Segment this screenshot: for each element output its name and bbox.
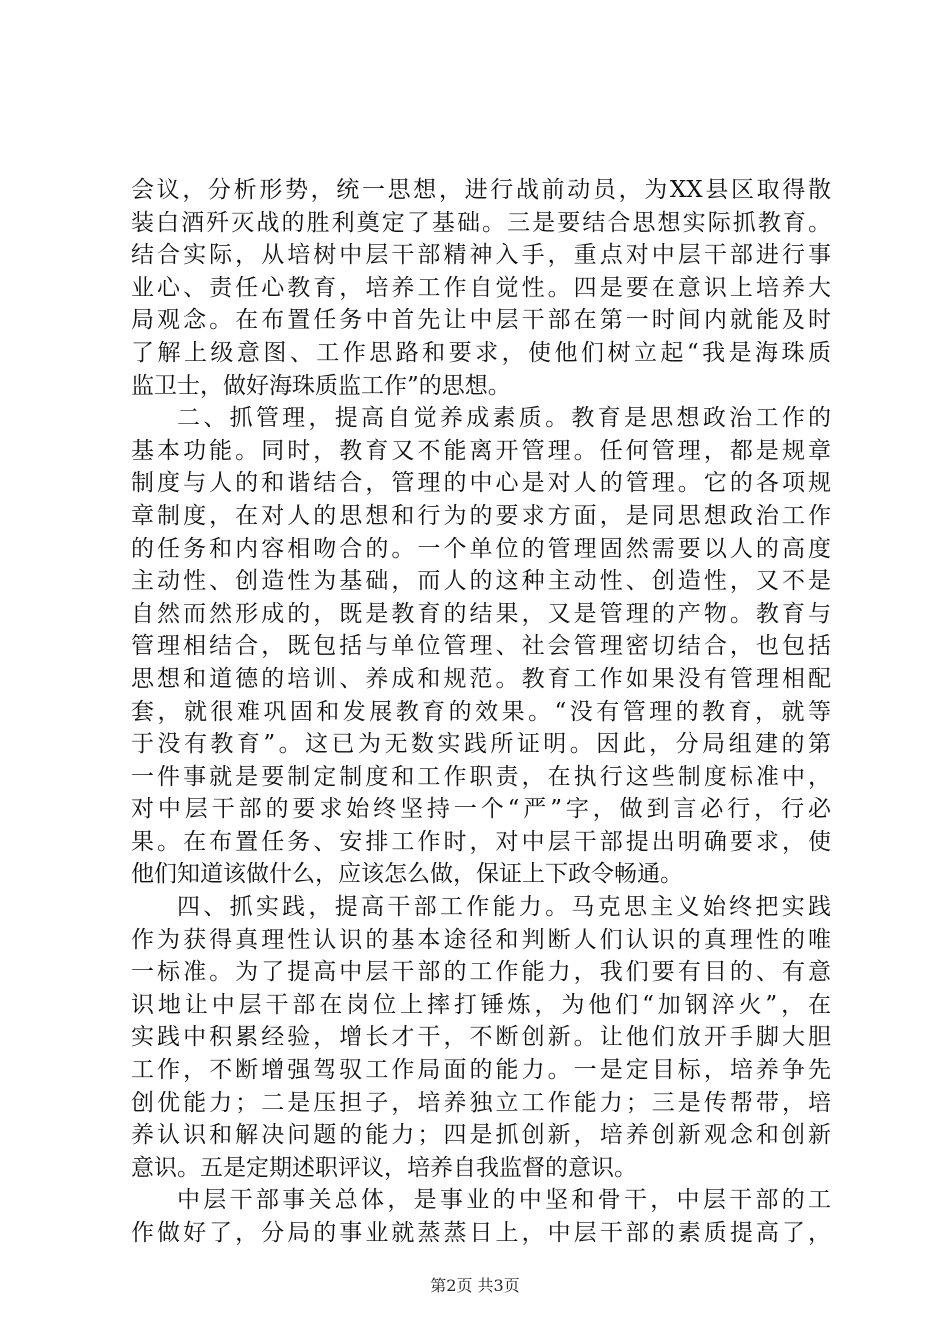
text-line: 养认识和解决问题的能力；四是抓创新，培养创新观念和创新 [131, 1122, 831, 1149]
text-line: 会议，分析形势，统一思想，进行战前动员，为XX县区取得散 [131, 177, 831, 203]
text-line: 四、抓实践，提高干部工作能力。马克思主义始终把实践 [177, 894, 831, 921]
text-line: 实践中积累经验，增长才干，不断创新。让他们放开手脚大胆 [131, 1024, 831, 1051]
document-body [131, 174, 831, 1250]
text-line: 套，就很难巩固和发展教育的效果。“没有管理的教育，就等 [131, 698, 831, 725]
text-line: 的任务和内容相吻合的。一个单位的管理固然需要以人的高度 [131, 535, 831, 562]
text-line: 识地让中层干部在岗位上摔打锤炼，为他们“加钢淬火”，在 [131, 991, 831, 1018]
text-line: 果。在布置任务、安排工作时，对中层干部提出明确要求，使 [131, 828, 831, 855]
text-line: 主动性、创造性为基础，而人的这种主动性、创造性，又不是 [131, 568, 831, 595]
text-line: 局观念。在布置任务中首先让中层干部在第一时间内就能及时 [131, 307, 831, 334]
text-line: 意识。五是定期述职评议，培养自我监督的意识。 [131, 1154, 637, 1181]
paragraph-continuation [131, 174, 831, 402]
text-line: 中层干部事关总体，是事业的中坚和骨干，中层干部的工 [177, 1187, 831, 1214]
text-line: 思想和道德的培训、养成和规范。教育工作如果没有管理相配 [131, 665, 831, 692]
text-line: 于没有教育”。这已为无数实践所证明。因此，分局组建的第 [131, 731, 831, 758]
text-line: 二、抓管理，提高自觉养成素质。教育是思想政治工作的 [177, 405, 831, 432]
text-line: 创优能力；二是压担子，培养独立工作能力；三是传帮带，培 [131, 1089, 831, 1116]
paragraph-practice [131, 891, 831, 1184]
text-line: 了解上级意图、工作思路和要求，使他们树立起“我是海珠质 [131, 339, 831, 366]
page-footer: 第2页 共3页 [430, 1276, 520, 1295]
text-line: 对中层干部的要求始终坚持一个“严”字，做到言必行，行必 [131, 796, 831, 823]
text-line: 一标准。为了提高中层干部的工作能力，我们要有目的、有意 [131, 959, 831, 986]
text-line: 结合实际，从培树中层干部精神入手，重点对中层干部进行事 [131, 242, 831, 269]
text-line: 作做好了，分局的事业就蒸蒸日上，中层干部的素质提高了， [131, 1220, 831, 1246]
text-line: 基本功能。同时，教育又不能离开管理。任何管理，都是规章 [131, 437, 831, 464]
paragraph-conclusion [131, 1184, 831, 1249]
text-line: 一件事就是要制定制度和工作职责，在执行这些制度标准中， [131, 763, 831, 790]
text-line: 工作，不断增强驾驭工作局面的能力。一是定目标，培养争先 [131, 1057, 831, 1084]
paragraph-management [131, 402, 831, 891]
text-line: 制度与人的和谐结合，管理的中心是对人的管理。它的各项规 [131, 470, 831, 497]
text-line: 业心、责任心教育，培养工作自觉性。四是要在意识上培养大 [131, 274, 831, 301]
text-line: 章制度，在对人的思想和行为的要求方面，是同思想政治工作 [131, 502, 831, 529]
text-line: 监卫士，做好海珠质监工作”的思想。 [131, 372, 511, 399]
text-line: 装白酒歼灭战的胜利奠定了基础。三是要结合思想实际抓教育。 [131, 209, 831, 236]
text-line: 作为获得真理性认识的基本途径和判断人们认识的真理性的唯 [131, 926, 831, 953]
text-line: 他们知道该做什么，应该怎么做，保证上下政令畅通。 [131, 861, 683, 888]
text-line: 自然而然形成的，既是教育的结果，又是管理的产物。教育与 [131, 600, 831, 627]
text-line: 管理相结合，既包括与单位管理、社会管理密切结合，也包括 [131, 633, 831, 660]
